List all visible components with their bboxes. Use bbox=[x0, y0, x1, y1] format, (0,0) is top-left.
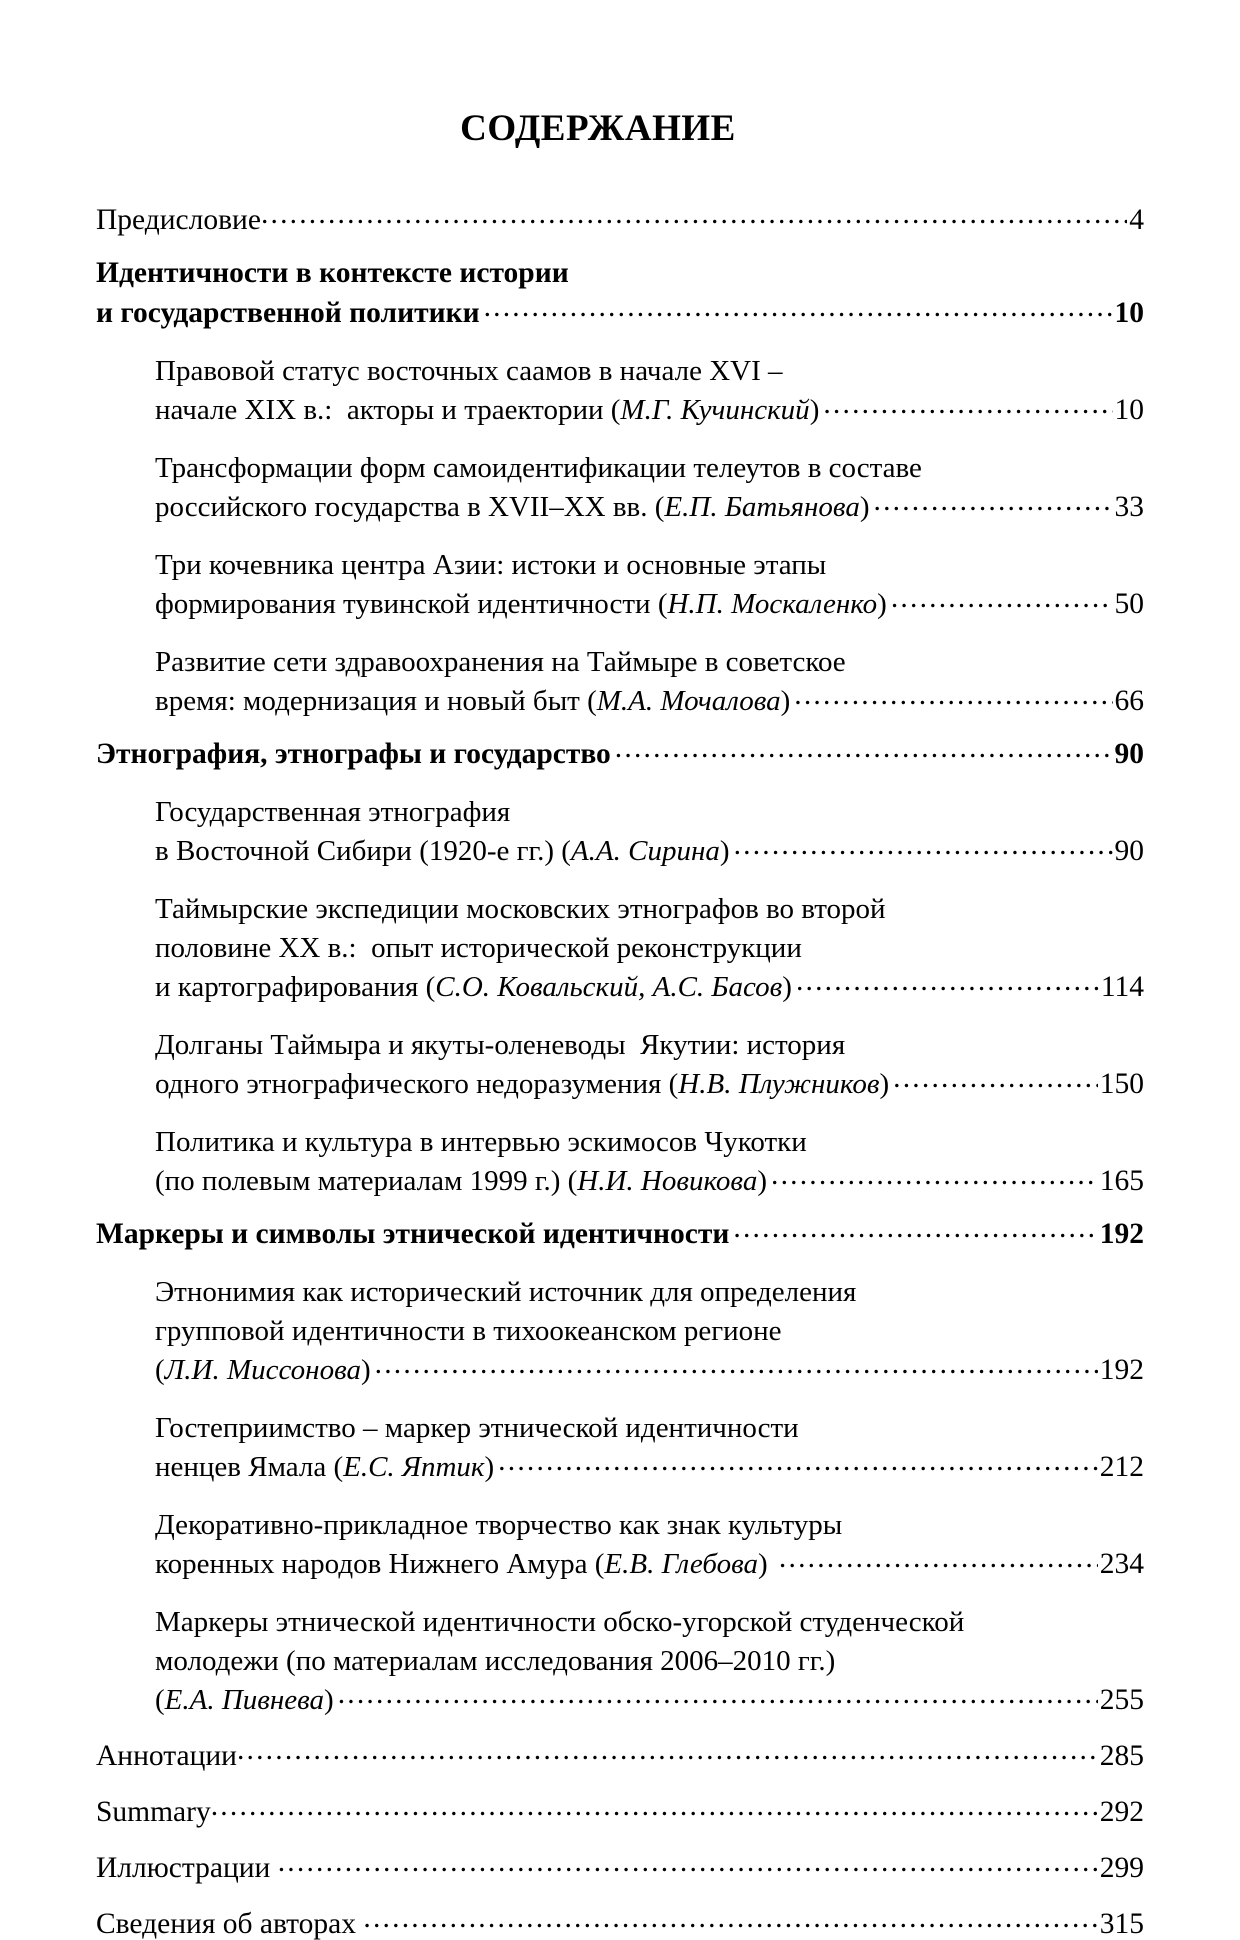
toc-entry-line bbox=[155, 682, 1144, 721]
toc-entry-line bbox=[155, 929, 1144, 967]
toc-entry-text: ( bbox=[155, 1684, 165, 1716]
dot-leader bbox=[261, 213, 1127, 229]
toc-entry-title bbox=[155, 793, 510, 831]
toc-entry-line bbox=[96, 1849, 1144, 1888]
dot-leader bbox=[819, 403, 1112, 419]
toc-entry-text: и государственной политики bbox=[96, 297, 480, 329]
toc-entry-author: М.А. Мочалова bbox=[596, 685, 781, 717]
toc-entry-title bbox=[155, 832, 730, 870]
toc-entry-text: Предисловие bbox=[96, 204, 261, 236]
toc-entry[interactable] bbox=[96, 1273, 1144, 1390]
toc-page-number[interactable]: 90 bbox=[1114, 835, 1144, 867]
toc-entry-text: ) bbox=[809, 394, 820, 426]
toc-entry-author: Н.П. Москаленко bbox=[667, 588, 878, 620]
dot-leader bbox=[887, 597, 1113, 613]
toc-page-number[interactable]: 66 bbox=[1114, 685, 1144, 717]
toc-entry[interactable] bbox=[96, 1849, 1144, 1888]
toc-entry[interactable] bbox=[96, 1026, 1144, 1104]
dot-leader bbox=[237, 1749, 1098, 1765]
toc-entry-text: формирования тувинской идентичности ( bbox=[155, 588, 668, 620]
toc-entry-text: Сведения об авторах bbox=[96, 1908, 364, 1940]
toc-entry-text: ) bbox=[877, 588, 887, 620]
table-of-contents-list bbox=[96, 147, 1144, 1940]
toc-entry-text: начале XIX в.: акторы и траектории ( bbox=[155, 394, 621, 426]
toc-entry-line bbox=[96, 201, 1144, 240]
toc-entry-title bbox=[96, 1737, 237, 1776]
toc-entry-line bbox=[155, 352, 1144, 390]
toc-entry-text: ) bbox=[879, 1068, 890, 1100]
toc-entry-title bbox=[155, 1026, 845, 1064]
toc-page-number[interactable]: 255 bbox=[1099, 1684, 1144, 1716]
toc-entry-author: Н.И. Новикова bbox=[577, 1165, 758, 1197]
toc-entry-title bbox=[155, 585, 887, 623]
toc-entry-text: и картографирования ( bbox=[155, 971, 436, 1003]
dot-leader bbox=[790, 694, 1112, 710]
toc-entry-text: Этнография, этнографы и государство bbox=[96, 738, 611, 770]
toc-entry-text: Долганы Таймыра и якуты-оленеводы Якутии: история bbox=[155, 1029, 846, 1061]
toc-entry-text: ) bbox=[782, 971, 792, 1003]
toc-entry-text: Политика и культура в интервью эскимосов Чукотки bbox=[155, 1126, 807, 1158]
toc-entry-author: Е.С. Яптик bbox=[343, 1451, 485, 1483]
toc-entry-text: Маркеры и символы этнической идентичности bbox=[96, 1218, 730, 1250]
toc-entry-title bbox=[96, 254, 569, 293]
toc-entry-text: в Восточной Сибири (1920-е гг.) ( bbox=[155, 835, 571, 867]
toc-entry[interactable] bbox=[96, 1603, 1144, 1720]
toc-entry-title bbox=[155, 1642, 835, 1680]
toc-entry-line bbox=[96, 1215, 1144, 1254]
toc-entry-text: ) bbox=[758, 1548, 775, 1580]
toc-entry-line bbox=[155, 1603, 1144, 1641]
dot-leader bbox=[767, 1174, 1098, 1190]
toc-entry-text: Гостеприимство – маркер этнической идентичности bbox=[155, 1412, 799, 1444]
dot-leader bbox=[889, 1077, 1098, 1093]
toc-entry-title bbox=[96, 201, 261, 240]
toc-entry-line bbox=[155, 546, 1144, 584]
toc-entry-title bbox=[96, 1215, 729, 1254]
toc-entry[interactable] bbox=[96, 1793, 1144, 1832]
toc-entry[interactable] bbox=[96, 254, 1144, 333]
toc-entry-text: Развитие сети здравоохранения на Таймыре в советское bbox=[155, 646, 846, 678]
toc-entry-author: Н.В. Плужников bbox=[678, 1068, 880, 1100]
toc-entry-title bbox=[96, 1905, 363, 1940]
toc-entry[interactable] bbox=[96, 201, 1144, 240]
toc-entry-text: Три кочевника центра Азии: истоки и основные этапы bbox=[155, 549, 827, 581]
toc-entry-title bbox=[155, 1123, 807, 1161]
toc-entry-title bbox=[155, 1681, 334, 1719]
dot-leader bbox=[371, 1363, 1098, 1379]
toc-page-number[interactable]: 212 bbox=[1099, 1451, 1144, 1483]
toc-page-number[interactable]: 33 bbox=[1114, 491, 1144, 523]
toc-entry[interactable] bbox=[96, 735, 1144, 774]
dot-leader bbox=[870, 500, 1113, 516]
toc-entry[interactable] bbox=[96, 1215, 1144, 1254]
toc-entry-line bbox=[155, 1642, 1144, 1680]
toc-page-number[interactable]: 192 bbox=[1099, 1354, 1144, 1386]
toc-entry-text: ( bbox=[155, 1354, 165, 1386]
toc-entry-title bbox=[155, 1448, 494, 1486]
dot-leader bbox=[792, 980, 1099, 996]
toc-entry-text: Аннотации bbox=[96, 1740, 237, 1772]
dot-leader bbox=[363, 1917, 1097, 1933]
toc-entry-text: групповой идентичности в тихоокеанском регионе bbox=[155, 1315, 782, 1347]
toc-entry-line bbox=[96, 1737, 1144, 1776]
toc-page-number[interactable]: 292 bbox=[1099, 1796, 1144, 1828]
toc-entry-line bbox=[155, 643, 1144, 681]
toc-entry-text: Маркеры этнической идентичности обско-угорской студенческой bbox=[155, 1606, 965, 1638]
toc-entry-text: ) bbox=[719, 835, 730, 867]
toc-entry-title bbox=[155, 1545, 775, 1583]
toc-entry-line bbox=[96, 1905, 1144, 1940]
page-title: СОДЕРЖАНИЕ bbox=[460, 108, 736, 149]
toc-entry-title bbox=[155, 449, 922, 487]
toc-page-number[interactable]: 285 bbox=[1099, 1740, 1144, 1772]
toc-page-number[interactable]: 299 bbox=[1099, 1852, 1144, 1884]
dot-leader bbox=[278, 1861, 1098, 1877]
toc-page-number[interactable]: 114 bbox=[1100, 971, 1144, 1003]
toc-page-number[interactable]: 192 bbox=[1099, 1218, 1144, 1250]
toc-entry-line bbox=[155, 1312, 1144, 1350]
toc-entry-text: Идентичности в контексте истории bbox=[96, 257, 569, 289]
toc-entry-text: ) bbox=[324, 1684, 334, 1716]
toc-entry[interactable] bbox=[96, 643, 1144, 721]
toc-entry-text: Правовой статус восточных саамов в начале XVI – bbox=[155, 355, 790, 387]
toc-entry-title bbox=[96, 1849, 278, 1888]
dot-leader bbox=[480, 306, 1113, 322]
toc-entry-title bbox=[155, 929, 802, 967]
toc-entry[interactable] bbox=[96, 546, 1144, 624]
toc-entry-author: Е.В. Глебова bbox=[604, 1548, 758, 1580]
toc-page-number[interactable]: 165 bbox=[1099, 1165, 1144, 1197]
toc-entry-title bbox=[155, 1506, 842, 1544]
toc-entry-line bbox=[155, 1162, 1144, 1201]
toc-entry-line bbox=[155, 1123, 1144, 1161]
toc-page-number[interactable]: 234 bbox=[1099, 1548, 1144, 1580]
toc-entry-title bbox=[155, 1312, 782, 1350]
toc-entry-title bbox=[155, 1065, 889, 1103]
toc-entry-title bbox=[155, 643, 846, 681]
toc-entry-line bbox=[155, 1351, 1144, 1390]
toc-entry-text: Трансформации форм самоидентификации телеутов в составе bbox=[155, 452, 922, 484]
toc-entry-line bbox=[155, 1026, 1144, 1064]
toc-entry-title bbox=[155, 1162, 767, 1200]
dot-leader bbox=[334, 1693, 1098, 1709]
toc-entry[interactable] bbox=[96, 1506, 1144, 1584]
toc-entry-author: А.А. Сирина bbox=[570, 835, 720, 867]
toc-entry-title bbox=[155, 968, 792, 1006]
toc-entry[interactable] bbox=[96, 352, 1144, 430]
toc-page-number[interactable]: 150 bbox=[1099, 1068, 1144, 1100]
toc-entry-title bbox=[155, 1603, 964, 1641]
toc-entry-title bbox=[155, 1351, 371, 1389]
toc-entry-line bbox=[155, 793, 1144, 831]
toc-entry-text: Иллюстрации bbox=[96, 1852, 278, 1884]
toc-entry-title bbox=[155, 682, 790, 720]
toc-entry-title bbox=[155, 1273, 856, 1311]
toc-entry-line bbox=[155, 1506, 1144, 1544]
toc-page-number[interactable]: 315 bbox=[1099, 1908, 1144, 1940]
toc-entry[interactable] bbox=[96, 1123, 1144, 1201]
toc-entry-text: российского государства в XVII–XX вв. ( bbox=[155, 491, 665, 523]
toc-entry-title bbox=[96, 294, 480, 333]
toc-entry[interactable] bbox=[96, 890, 1144, 1007]
toc-entry[interactable] bbox=[96, 449, 1144, 527]
toc-entry-title bbox=[155, 890, 886, 928]
toc-entry[interactable] bbox=[96, 1737, 1144, 1776]
dot-leader bbox=[730, 844, 1113, 860]
toc-entry-title bbox=[155, 391, 819, 429]
toc-entry-text: ненцев Ямала ( bbox=[155, 1451, 344, 1483]
toc-entry-author: М.Г. Кучинский bbox=[620, 394, 810, 426]
toc-entry-line bbox=[155, 890, 1144, 928]
toc-entry-line bbox=[155, 1681, 1144, 1720]
toc-entry-text: Декоративно-прикладное творчество как знак культуры bbox=[155, 1509, 843, 1541]
toc-entry-line bbox=[155, 968, 1144, 1007]
toc-entry-text: ) bbox=[757, 1165, 767, 1197]
toc-entry-text: ) bbox=[484, 1451, 495, 1483]
toc-entry-text: Summary bbox=[96, 1796, 211, 1828]
toc-entry-line bbox=[155, 1545, 1144, 1584]
toc-entry-title bbox=[96, 735, 611, 774]
toc-entry-line bbox=[155, 1065, 1144, 1104]
dot-leader bbox=[494, 1460, 1098, 1476]
dot-leader bbox=[611, 747, 1113, 763]
toc-entry-line bbox=[96, 254, 1144, 293]
toc-entry-author: Е.А. Пивнева bbox=[164, 1684, 325, 1716]
dot-leader bbox=[775, 1557, 1098, 1573]
dot-leader bbox=[211, 1805, 1098, 1821]
toc-entry-author: Е.П. Батьянова bbox=[664, 491, 860, 523]
toc-entry-text: время: модернизация и новый быт ( bbox=[155, 685, 597, 717]
dot-leader bbox=[729, 1227, 1097, 1243]
toc-entry-line bbox=[96, 735, 1144, 774]
toc-entry-line bbox=[155, 1273, 1144, 1311]
toc-entry-author: С.О. Ковальский, А.С. Басов bbox=[435, 971, 783, 1003]
toc-entry-text: молодежи (по материалам исследования 2006–2010 гг.) bbox=[155, 1645, 836, 1677]
toc-entry-line bbox=[155, 488, 1144, 527]
toc-entry-text: одного этнографического недоразумения ( bbox=[155, 1068, 679, 1100]
toc-entry[interactable] bbox=[96, 793, 1144, 871]
toc-entry-line bbox=[155, 391, 1144, 430]
toc-entry-text: ) bbox=[780, 685, 791, 717]
toc-entry-text: (по полевым материалам 1999 г.) ( bbox=[155, 1165, 578, 1197]
toc-entry-text: Таймырские экспедиции московских этнографов во второй bbox=[155, 893, 886, 925]
toc-entry-text: Государственная этнография bbox=[155, 796, 511, 828]
toc-entry-text: коренных народов Нижнего Амура ( bbox=[155, 1548, 605, 1580]
toc-entry[interactable] bbox=[96, 1409, 1144, 1487]
toc-entry-text: половине XX в.: опыт исторической реконструкции bbox=[155, 932, 802, 964]
toc-page-number[interactable]: 50 bbox=[1114, 588, 1144, 620]
toc-entry-line bbox=[155, 1448, 1144, 1487]
toc-entry-line bbox=[155, 449, 1144, 487]
toc-entry-text: ) bbox=[360, 1354, 371, 1386]
toc-entry-title bbox=[155, 546, 826, 584]
toc-entry-line bbox=[96, 1793, 1144, 1832]
toc-entry-title bbox=[96, 1793, 211, 1832]
toc-entry-text: Этнонимия как исторический источник для определения bbox=[155, 1276, 857, 1308]
toc-entry-title bbox=[155, 352, 790, 390]
toc-entry-text: ) bbox=[859, 491, 870, 523]
toc-page-number[interactable]: 4 bbox=[1129, 204, 1144, 236]
toc-entry-line bbox=[155, 1409, 1144, 1447]
toc-entry-title bbox=[155, 488, 870, 526]
toc-entry[interactable] bbox=[96, 1905, 1144, 1940]
toc-page-number[interactable]: 90 bbox=[1114, 738, 1144, 770]
toc-entry-line bbox=[155, 832, 1144, 871]
toc-page-number[interactable]: 10 bbox=[1114, 394, 1144, 426]
toc-entry-line bbox=[96, 294, 1144, 333]
toc-page-number[interactable]: 10 bbox=[1114, 297, 1144, 329]
toc-entry-line bbox=[155, 585, 1144, 624]
toc-entry-author: Л.И. Миссонова bbox=[164, 1354, 361, 1386]
toc-entry-title bbox=[155, 1409, 799, 1447]
